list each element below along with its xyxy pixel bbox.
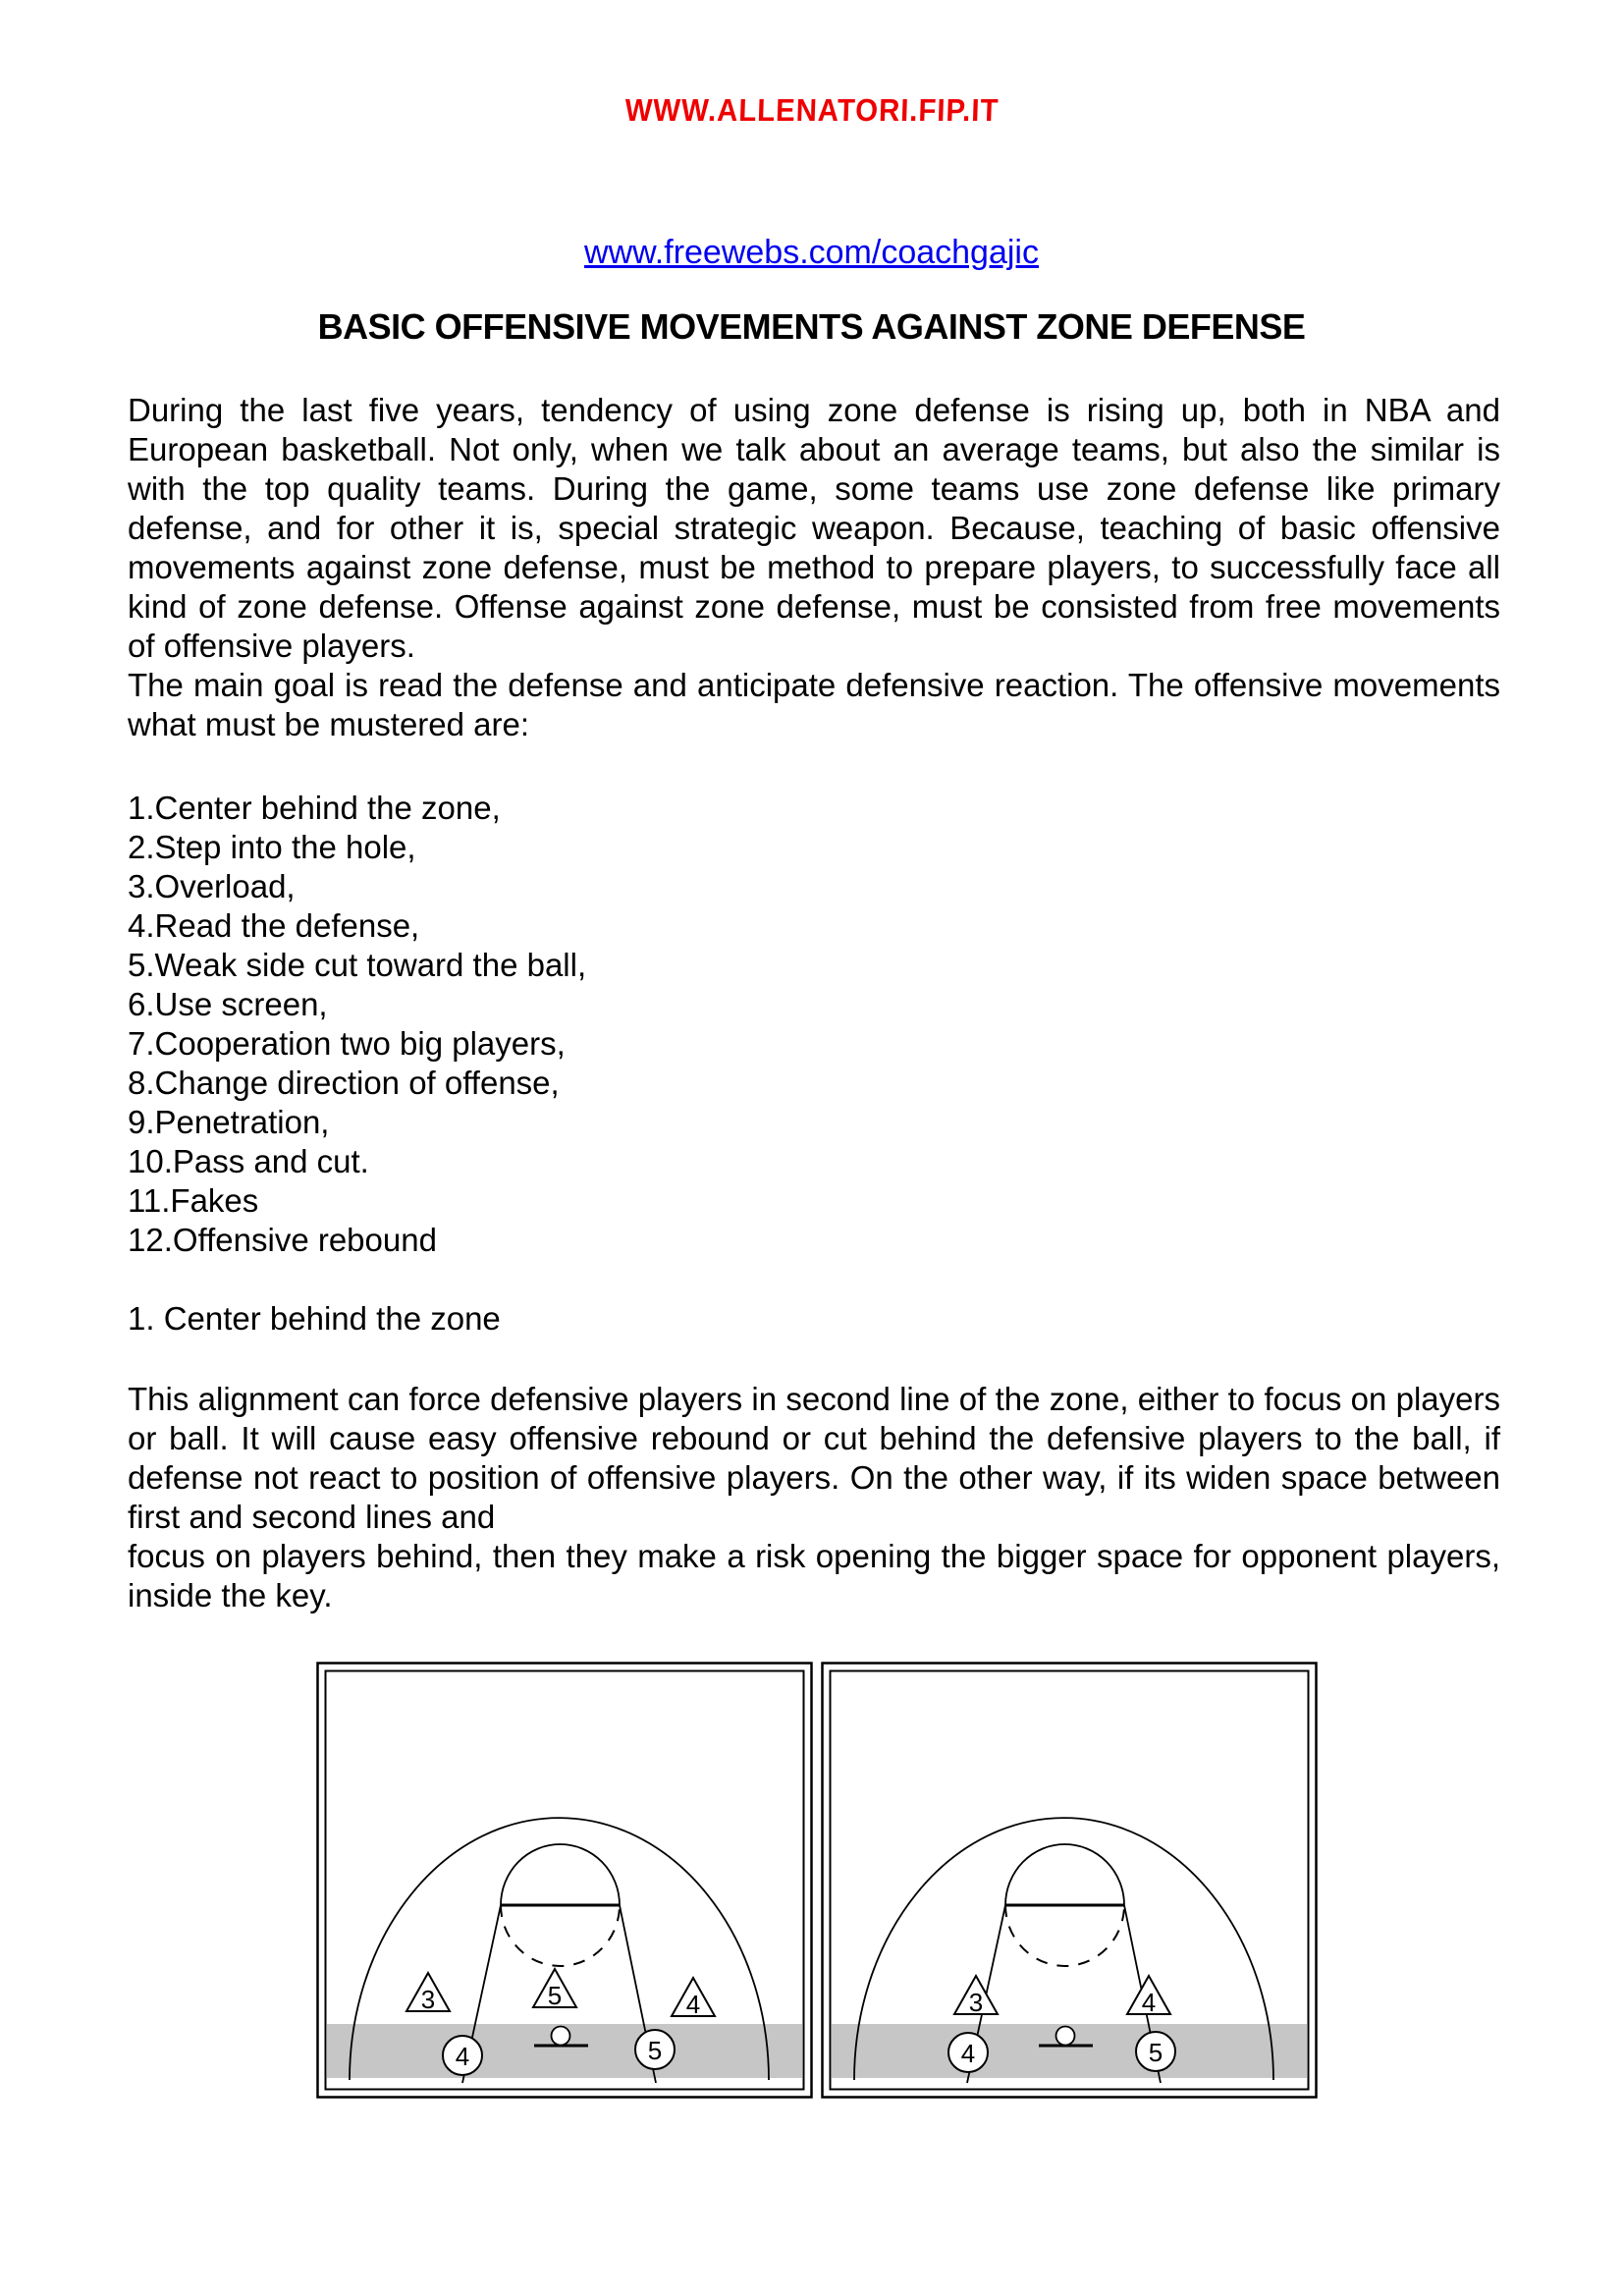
court-diagram-right [821, 1662, 1318, 2099]
attacker-label: 4 [455, 2042, 470, 2071]
list-item: 10.Pass and cut. [128, 1143, 369, 1179]
defender-label: 3 [420, 1985, 436, 2014]
defender-label: 3 [968, 1988, 984, 2017]
intro-paragraph-1: During the last five years, tendency of using zone defense is rising up, both in NBA and European basketball. Not only, when we talk about an average teams, but also the similar is with the top quality teams. During the game, some teams use zone defense like primary defense, and for other it is, special strategic weapon. Because, teaching of basic offensive movements against zone defense, must be method to prepare players, to successfully face all kind of zone defense. Offense against zone defense, must be consisted from free movements of offensive players. [128, 392, 1500, 664]
section1-text [128, 1380, 1500, 1615]
court-diagrams [316, 1662, 1318, 2099]
rim-circle [552, 2027, 570, 2046]
list-item: 6.Use screen, [128, 986, 328, 1022]
intro-paragraph-2: The main goal is read the defense and anticipate defensive reaction. The offensive movements what must be mustered are: [128, 667, 1500, 742]
section1-paragraph-1: This alignment can force defensive players in second line of the zone, either to focus on players or ball. It will cause easy offensive rebound or cut behind the defensive players to the ball, if defense not react to position of offensive players. On the other way, if its widen space between first and second lines and [128, 1381, 1500, 1535]
rim-circle [1056, 2027, 1075, 2046]
court-diagram-left [316, 1662, 813, 2099]
link-row [0, 234, 1623, 272]
list-item: 7.Cooperation two big players, [128, 1025, 566, 1062]
movement-list [128, 789, 1500, 1260]
defender-label: 4 [1141, 1988, 1157, 2017]
list-item: 4.Read the defense, [128, 907, 420, 944]
attacker-label: 5 [647, 2036, 663, 2065]
defender-label: 4 [685, 1990, 701, 2019]
list-item: 12.Offensive rebound [128, 1222, 437, 1258]
document-title: BASIC OFFENSIVE MOVEMENTS AGAINST ZONE DEFENSE [317, 306, 1306, 347]
defender-label: 5 [547, 1981, 563, 2010]
section1-paragraph-2: focus on players behind, then they make a risk opening the bigger space for opponent players, inside the key. [128, 1538, 1500, 1613]
list-item: 11.Fakes [128, 1182, 259, 1219]
site-logo-text: WWW.ALLENATORI.FIP.IT [623, 92, 1000, 128]
list-item: 9.Penetration, [128, 1104, 330, 1140]
list-item: 1.Center behind the zone, [128, 790, 501, 826]
intro-section [128, 391, 1500, 744]
section-heading: 1. Center behind the zone [128, 1300, 501, 1337]
site-logo [0, 92, 1623, 129]
list-item: 8.Change direction of offense, [128, 1065, 560, 1101]
list-item: 2.Step into the hole, [128, 829, 416, 865]
attacker-label: 5 [1148, 2038, 1163, 2067]
coach-website-link[interactable]: www.freewebs.com/coachgajic [584, 234, 1039, 271]
list-item: 5.Weak side cut toward the ball, [128, 947, 587, 983]
attacker-label: 4 [960, 2039, 976, 2068]
list-item: 3.Overload, [128, 868, 296, 904]
